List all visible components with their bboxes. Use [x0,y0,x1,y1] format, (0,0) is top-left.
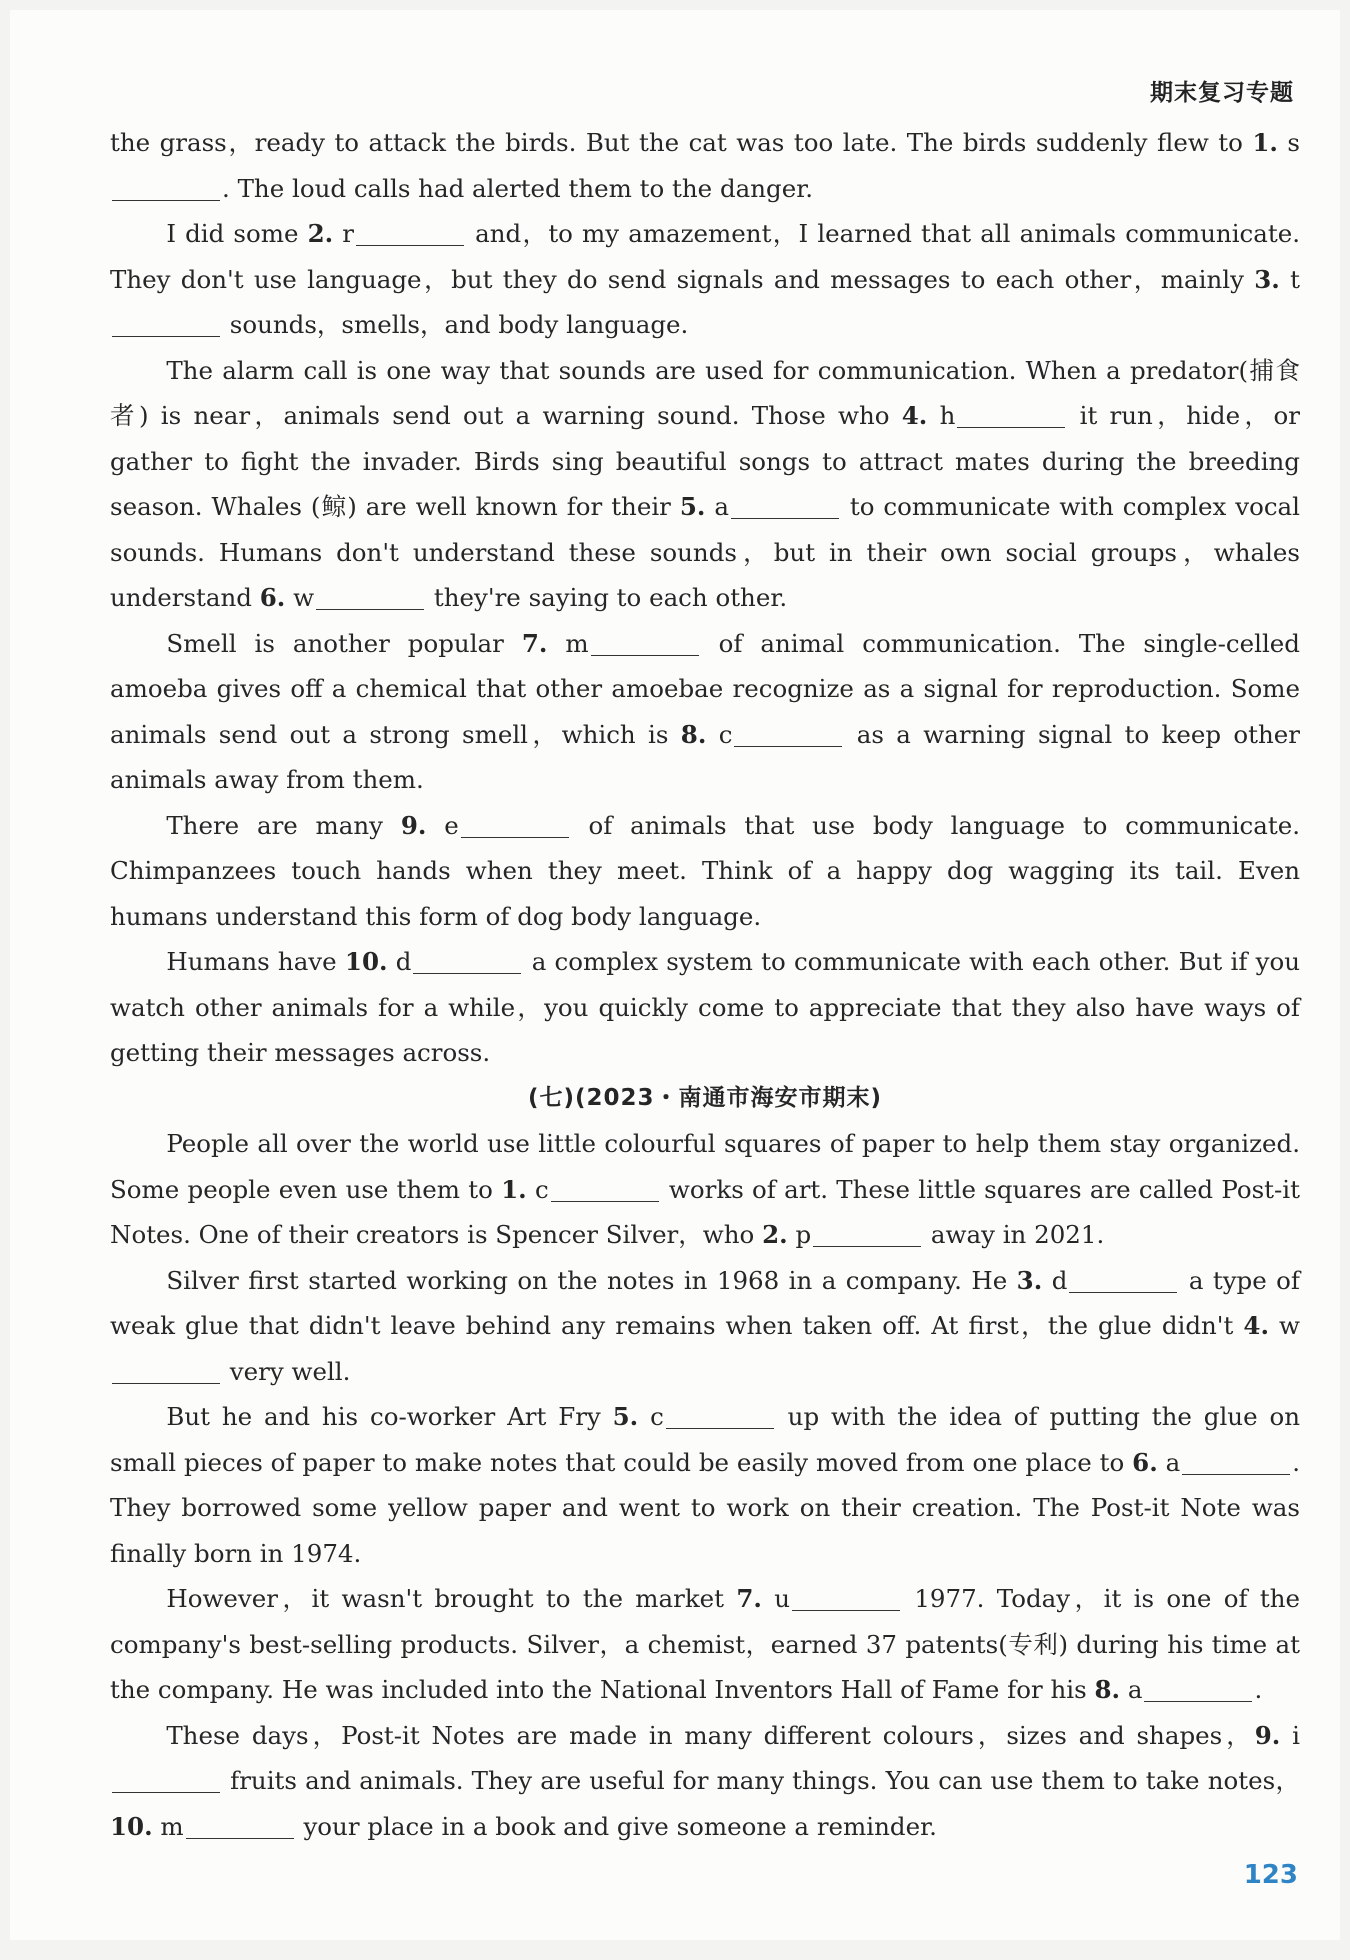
answer-blank[interactable] [957,403,1065,429]
page-content [110,120,1300,1849]
initial-letter: c [534,1174,549,1204]
text: of animal communication. The single-celled amoeba gives off a chemical that other amoebae recognize as a signal for reproduction. Some animals send out a strong smell，which is [110,628,1300,749]
text: 1977. Today，it is one of the company's best-selling products. Silver，a chemist，earned 37 patents(专利) during his time at the company. He was included into the National Inventors Hall of Fame for his [110,1584,1300,1704]
text: . The loud calls had alerted them to the danger. [222,173,814,203]
passage7-paragraph-1 [110,1121,1300,1258]
passage6-paragraph-4 [110,621,1300,803]
question-number: 8. [680,719,707,749]
initial-letter: a [1127,1675,1143,1704]
text: There are many [166,810,401,840]
initial-letter: a [1165,1447,1181,1477]
passage6-paragraph-5 [110,803,1300,940]
question-number: 6. [259,583,286,612]
text: fruits and animals. They are useful for many things. You can use them to take notes， [222,1766,1300,1795]
initial-letter: u [774,1584,791,1613]
question-number: 1. [501,1174,527,1204]
text: they're saying to each other. [426,583,788,612]
answer-blank[interactable] [792,1586,900,1612]
initial-letter: m [160,1811,184,1841]
text: works of art. These little squares are called Post-it Notes. One of their creators is Spencer Silver，who [110,1174,1300,1249]
passage7-paragraph-5 [110,1713,1300,1850]
initial-letter: d [395,947,412,976]
question-number: 3. [1254,264,1280,294]
text: Humans have [166,947,345,976]
initial-letter: a [714,492,729,521]
answer-blank[interactable] [112,1358,220,1384]
text: Smell is another popular [166,628,522,658]
initial-letter: w [293,583,315,612]
answer-blank[interactable] [731,494,839,520]
text: But he and his co-worker Art Fry [166,1402,613,1431]
passage6-paragraph-6 [110,939,1300,1076]
question-number: 10. [110,1811,153,1841]
text: the grass，ready to attack the birds. But the cat was too late. The birds suddenly flew to [110,128,1253,157]
question-number: 4. [901,401,928,430]
answer-blank[interactable] [734,721,842,747]
question-number: 4. [1243,1311,1269,1340]
question-number: 2. [307,219,334,248]
passage7-paragraph-3 [110,1394,1300,1576]
text: . They borrowed some yellow paper and went to work on their creation. The Post-it Note was finally born in 1974. [110,1447,1301,1568]
passage6-paragraph-1 [110,120,1300,211]
document-page [10,10,1340,1940]
answer-blank[interactable] [551,1176,659,1202]
text: However，it wasn't brought to the market [166,1584,737,1613]
text: up with the idea of putting the glue on small pieces of paper to make notes that could be easily moved from one place to [110,1402,1300,1477]
question-number: 10. [344,947,388,976]
text: of animals that use body language to communicate. Chimpanzees touch hands when they meet. Think of a happy dog wagging its tail. Even humans understand this form of dog body language. [110,810,1300,931]
answer-blank[interactable] [316,585,424,611]
text: a complex system to communicate with each other. But if you watch other animals for a while，you quickly come to appreciate that they also have ways of getting their messages across. [110,947,1300,1067]
text: as a warning signal to keep other animals away from them. [110,719,1300,794]
passage6-paragraph-2 [110,211,1300,348]
text: to communicate with complex vocal sounds. Humans don't understand these sounds，but in their own social groups，whales understand [110,492,1300,612]
question-number: 9. [1254,1720,1281,1750]
text: Silver first started working on the notes in 1968 in a company. He [166,1265,1017,1295]
answer-blank[interactable] [112,1768,220,1794]
answer-blank[interactable] [356,221,464,247]
answer-blank[interactable] [591,630,699,656]
answer-blank[interactable] [186,1813,294,1839]
answer-blank[interactable] [112,312,220,338]
question-number: 1. [1252,128,1278,157]
question-number: 3. [1016,1265,1043,1295]
initial-letter: e [444,810,459,840]
initial-letter: t [1290,264,1300,294]
text: I did some [166,219,308,248]
initial-letter: r [342,219,355,248]
question-number: 6. [1132,1447,1158,1477]
answer-blank[interactable] [461,812,569,838]
text: and，to my amazement，I learned that all animals communicate. They don't use language，but they do send signals and messages to each other，mainly [110,219,1300,294]
answer-blank[interactable] [1069,1267,1177,1293]
text: These days，Post-it Notes are made in many different colours，sizes and shapes， [166,1720,1255,1750]
initial-letter: c [718,719,733,749]
answer-blank[interactable] [112,175,220,201]
answer-blank[interactable] [1182,1449,1290,1475]
answer-blank[interactable] [666,1404,774,1430]
question-number: 5. [679,492,706,521]
answer-blank[interactable] [1144,1677,1252,1703]
text: away in 2021. [923,1220,1105,1249]
initial-letter: s [1287,128,1300,157]
question-number: 9. [400,810,427,840]
question-number: 8. [1094,1675,1121,1704]
text: sounds，smells，and body language. [222,310,689,339]
question-number: 7. [736,1584,762,1613]
text: People all over the world use little colourful squares of paper to help them stay organized. Some people even use them to [110,1129,1300,1204]
text: . [1254,1675,1263,1704]
page-number: 123 [1243,1860,1298,1890]
text: very well. [222,1356,351,1386]
passage7-paragraph-4 [110,1576,1300,1713]
initial-letter: w [1279,1311,1300,1340]
initial-letter: m [565,628,589,658]
passage7-paragraph-2 [110,1258,1300,1395]
text: your place in a book and give someone a reminder. [295,1811,937,1841]
answer-blank[interactable] [813,1222,921,1248]
passage6-paragraph-3 [110,348,1300,621]
header-title: 期末复习专题 [1150,80,1294,106]
section-title: (七)(2023・南通市海安市期末) [527,1084,883,1111]
initial-letter: h [939,401,956,430]
question-number: 5. [612,1402,639,1431]
text: The alarm call is one way that sounds are used for communication. When a predator(捕食者) is near，animals send out a warning sound. Those who [110,355,1300,430]
question-number: 7. [521,628,548,658]
question-number: 2. [762,1220,788,1249]
initial-letter: d [1051,1265,1068,1295]
text: a type of weak glue that didn't leave behind any remains when taken off. At first，the glue didn't [110,1265,1300,1340]
answer-blank[interactable] [413,949,521,975]
text: it run，hide，or gather to fight the invader. Birds sing beautiful songs to attract mates during the breeding season. Whales (鲸) are well known for their [110,401,1300,521]
initial-letter: i [1292,1720,1300,1750]
initial-letter: c [650,1402,664,1431]
initial-letter: p [795,1220,812,1249]
